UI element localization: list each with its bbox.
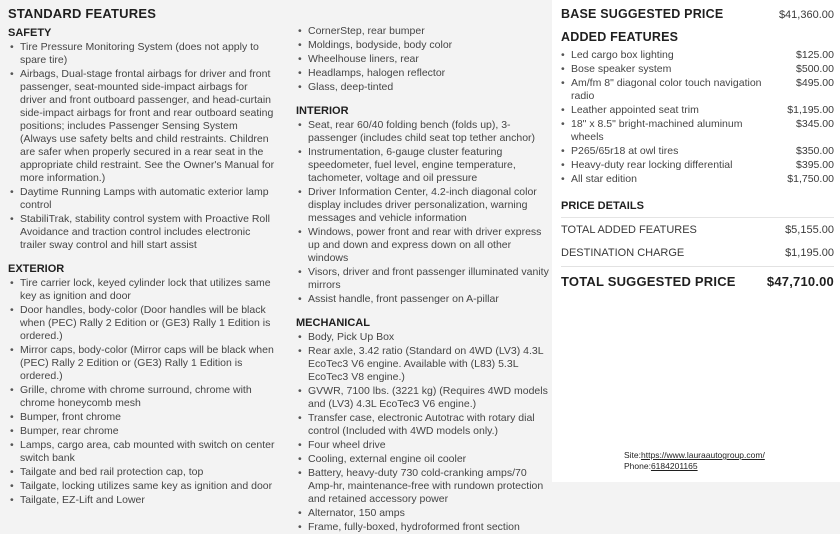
added-feature-price: $500.00 — [796, 63, 834, 75]
feature-item: • Rear axle, 3.42 ratio (Standard on 4WD (LV3) 4.3L EcoTec3 V6 engine. Available with (L83) 5.3L EcoTec3 V8 engine.) — [296, 345, 550, 384]
added-feature-label: • All star edition — [571, 173, 637, 185]
dealer-contact — [624, 450, 836, 472]
price-detail-label: DESTINATION CHARGE — [561, 247, 685, 259]
feature-item: • Bumper, rear chrome — [8, 425, 276, 438]
site-line — [624, 450, 836, 461]
section-heading-interior: INTERIOR — [296, 105, 349, 117]
added-feature-label: • Leather appointed seat trim — [571, 104, 699, 116]
feature-item: • Tailgate, EZ-Lift and Lower — [8, 494, 276, 507]
feature-item: • Windows, power front and rear with driver express up and down and express down on all other windows — [296, 226, 550, 265]
added-feature-label: • Am/fm 8" diagonal color touch navigation radio — [571, 77, 762, 102]
feature-item: • Tire Pressure Monitoring System (does not apply to spare tire) — [8, 41, 276, 67]
feature-item: • StabiliTrak, stability control system with Proactive Roll Avoidance and traction control includes electronic trailer sway control and hill start assist — [8, 213, 276, 252]
feature-item: • Moldings, bodyside, body color — [296, 39, 550, 52]
added-feature-price: $395.00 — [796, 159, 834, 171]
feature-item: • Transfer case, electronic Autotrac with rotary dial control (Included with 4WD models only.) — [296, 412, 550, 438]
total-price-label: TOTAL SUGGESTED PRICE — [561, 274, 736, 289]
feature-item: • Door handles, body-color (Door handles will be black when (PEC) Rally 2 Edition or (GE3) Rally 1 Edition is ordered.) — [8, 304, 276, 343]
interior-feature-list — [296, 119, 550, 306]
feature-item: • Cooling, external engine oil cooler — [296, 453, 550, 466]
feature-item: • Tailgate and bed rail protection cap, top — [8, 466, 276, 479]
added-feature-row — [561, 159, 834, 172]
added-feature-row — [561, 118, 834, 144]
feature-item: • Instrumentation, 6-gauge cluster featuring speedometer, fuel level, engine temperature, tachometer, voltage and oil pressure — [296, 146, 550, 185]
base-price-value: $41,360.00 — [778, 9, 834, 21]
feature-item: • GVWR, 7100 lbs. (3221 kg) (Requires 4WD models and (LV3) 4.3L EcoTec3 V6 engine.) — [296, 385, 550, 411]
feature-item: • Frame, fully-boxed, hydroformed front section — [296, 521, 550, 534]
feature-item: • Daytime Running Lamps with automatic exterior lamp control — [8, 186, 276, 212]
price-details-rows — [561, 218, 834, 264]
standard-features-middle-column — [296, 6, 550, 533]
site-link[interactable]: https://www.lauraautogroup.com/ — [641, 450, 765, 460]
added-feature-row — [561, 173, 834, 186]
phone-link[interactable]: 6184201165 — [650, 461, 698, 471]
added-features-list — [561, 49, 834, 186]
added-feature-price: $125.00 — [796, 49, 834, 61]
added-feature-row — [561, 104, 834, 117]
standard-features-left-column — [8, 6, 276, 506]
feature-item: • Visors, driver and front passenger illuminated vanity mirrors — [296, 266, 550, 292]
feature-item: • Assist handle, front passenger on A-pillar — [296, 293, 550, 306]
feature-item: • Lamps, cargo area, cab mounted with switch on center switch bank — [8, 439, 276, 465]
phone-line — [624, 461, 836, 472]
feature-item: • Seat, rear 60/40 folding bench (folds up), 3-passenger (includes child seat top tether anchor) — [296, 119, 550, 145]
feature-item: • Battery, heavy-duty 730 cold-cranking amps/70 Amp-hr, maintenance-free with rundown protection and retained accessory power — [296, 467, 550, 506]
exterior-feature-list — [8, 277, 276, 507]
feature-item: • Four wheel drive — [296, 439, 550, 452]
price-detail-row — [561, 218, 834, 241]
feature-item: • Mirror caps, body-color (Mirror caps will be black when (PEC) Rally 2 Edition or (GE3) Rally 1 Edition is ordered.) — [8, 344, 276, 383]
added-feature-label: • Led cargo box lighting — [571, 49, 674, 61]
added-feature-row — [561, 145, 834, 158]
added-feature-label: • P265/65r18 at owl tires — [571, 145, 679, 157]
added-feature-label: • 18" x 8.5" bright-machined aluminum wheels — [571, 118, 743, 143]
base-price-row — [561, 7, 834, 21]
exterior-feature-list-continued — [296, 25, 550, 94]
phone-label: Phone: — [624, 461, 651, 471]
feature-item: • Alternator, 150 amps — [296, 507, 550, 520]
section-heading-mechanical: MECHANICAL — [296, 317, 370, 329]
page-title: STANDARD FEATURES — [8, 6, 157, 21]
feature-item: • Tailgate, locking utilizes same key as ignition and door — [8, 480, 276, 493]
added-feature-row — [561, 77, 834, 103]
section-heading-safety: SAFETY — [8, 27, 52, 39]
site-label: Site: — [624, 450, 642, 460]
feature-item: • CornerStep, rear bumper — [296, 25, 550, 38]
added-features-heading: ADDED FEATURES — [561, 30, 679, 44]
total-price-value: $47,710.00 — [766, 274, 834, 289]
feature-item: • Wheelhouse liners, rear — [296, 53, 550, 66]
total-suggested-price-row — [561, 266, 834, 289]
added-feature-price: $1,750.00 — [787, 173, 834, 185]
added-feature-price: $345.00 — [796, 118, 834, 130]
mechanical-feature-list — [296, 331, 550, 534]
feature-item: • Bumper, front chrome — [8, 411, 276, 424]
price-details-heading: PRICE DETAILS — [561, 200, 834, 218]
feature-item: • Airbags, Dual-stage frontal airbags for driver and front passenger, seat-mounted side-impact airbags for driver and front outboard passenger, and head-curtain side-impact airbags for front and rear outboard seating positions; includes Passenger Sensing System (Always use safety belts and child restraints. Children are safer when properly secured in a rear seat in the appropriate child restraint. See the Owner's Manual for more information.) — [8, 68, 276, 185]
pricing-panel — [552, 0, 840, 482]
price-detail-label: TOTAL ADDED FEATURES — [561, 224, 697, 236]
added-feature-label: • Heavy-duty rear locking differential — [571, 159, 733, 171]
base-price-label: BASE SUGGESTED PRICE — [561, 7, 724, 21]
price-detail-row — [561, 241, 834, 264]
feature-item: • Body, Pick Up Box — [296, 331, 550, 344]
feature-item: • Headlamps, halogen reflector — [296, 67, 550, 80]
added-feature-label: • Bose speaker system — [571, 63, 672, 75]
safety-feature-list — [8, 41, 276, 252]
added-feature-price: $350.00 — [796, 145, 834, 157]
added-feature-price: $495.00 — [796, 77, 834, 89]
feature-item: • Driver Information Center, 4.2-inch diagonal color display includes driver personalization, warning messages and vehicle information — [296, 186, 550, 225]
feature-item: • Glass, deep-tinted — [296, 81, 550, 94]
price-detail-value: $1,195.00 — [785, 247, 834, 259]
added-feature-price: $1,195.00 — [787, 104, 834, 116]
added-feature-row — [561, 63, 834, 76]
feature-item: • Tire carrier lock, keyed cylinder lock that utilizes same key as ignition and door — [8, 277, 276, 303]
feature-item: • Grille, chrome with chrome surround, chrome with chrome honeycomb mesh — [8, 384, 276, 410]
price-detail-value: $5,155.00 — [785, 224, 834, 236]
added-feature-row — [561, 49, 834, 62]
section-heading-exterior: EXTERIOR — [8, 263, 65, 275]
